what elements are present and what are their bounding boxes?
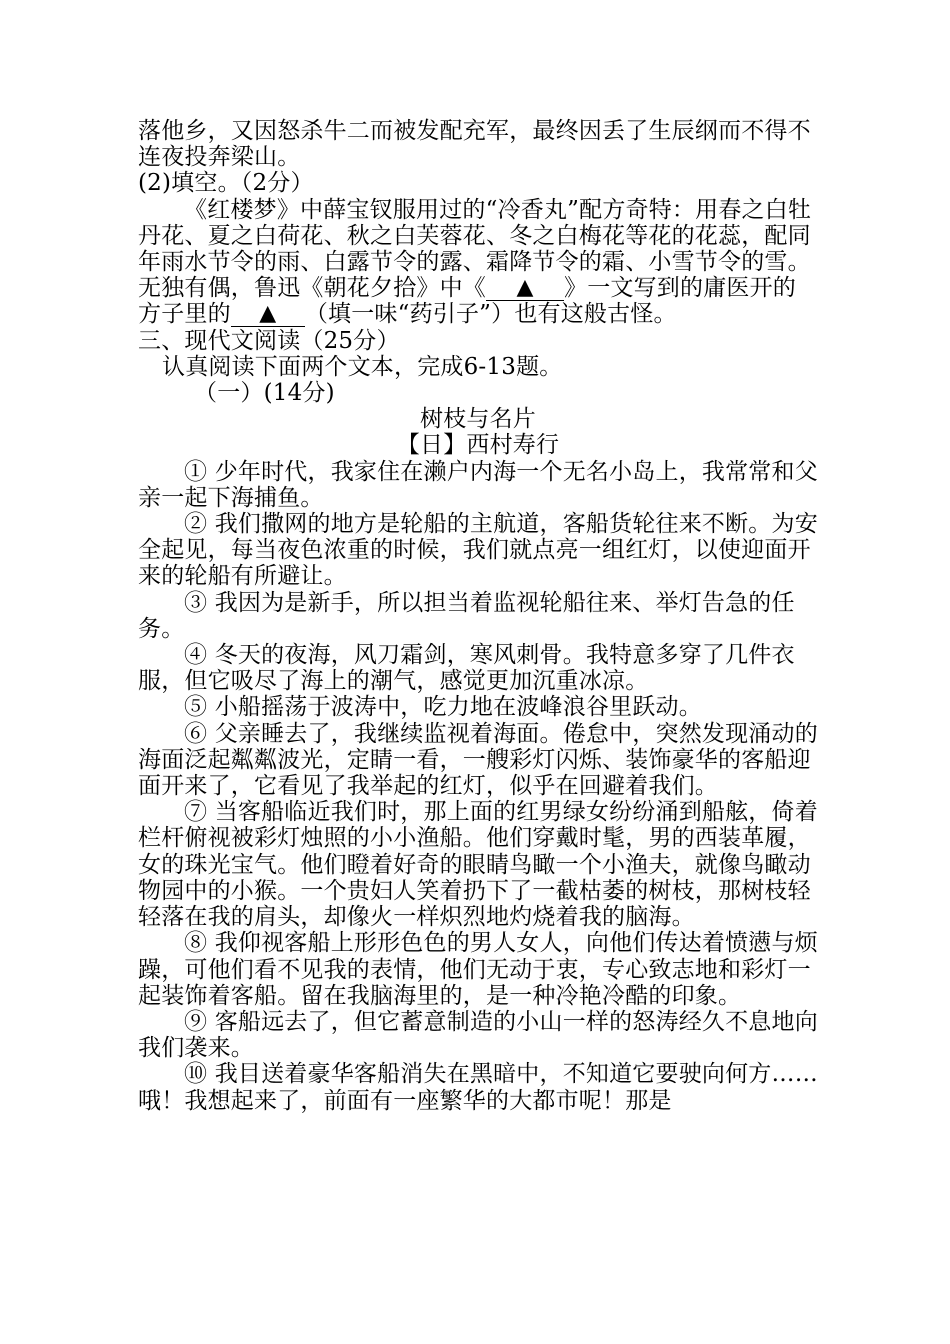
triangle-marker: ▲ — [516, 275, 534, 301]
article-paragraph: ⑨ 客船远去了，但它蓄意制造的小山一样的怒涛经久不息地向我们袭来。 — [138, 1008, 818, 1062]
fill-blank-2[interactable] — [231, 301, 305, 327]
triangle-marker: ▲ — [259, 301, 277, 327]
document-page — [138, 118, 818, 1114]
question-2-text-a: 《红楼梦》中薛宝钗服用过的“冷香丸”配方奇特：用春之白牡丹花、夏之白荷花、秋之白芙蓉花、冬之白梅花等花的花蕊，配同年雨水节令的雨、白露节令的露、霜降节令的霜、小雪节令的雪。无独有偶，鲁迅《朝花夕拾》中《 — [138, 196, 812, 302]
section-3-instruction: 认真阅读下面两个文本，完成6-13题。 — [162, 353, 563, 380]
question-2-text-c: （填一味“药引子”）也有这般古怪。 — [304, 301, 677, 328]
article-paragraph: ④ 冬天的夜海，风刀霜剑，寒风刺骨。我特意多穿了几件衣服，但它吸尽了海上的潮气，感觉更加沉重冰凉。 — [138, 642, 795, 695]
section-3-heading: 三、现代文阅读（25分） — [138, 327, 400, 354]
article-author: 【日】西村寿行 — [396, 432, 560, 459]
part-1-heading: （一）(14分) — [194, 380, 335, 407]
question-2-text-b: 》一文写到的庸医开的方子里的 — [138, 275, 796, 328]
question-2-label: (2)填空。（2分） — [138, 170, 314, 197]
article-paragraph: ⑦ 当客船临近我们时，那上面的红男绿女纷纷涌到船舷，倚着栏杆俯视被彩灯烛照的小小渔船。他们穿戴时髦，男的西装革履，女的珠光宝气。他们瞪着好奇的眼睛鸟瞰一个小渔夫，就像鸟瞰动物园中的小猴。一个贵妇人笑着扔下了一截枯萎的树枝，那树枝轻轻落在我的肩头，却像火一样炽烈地灼烧着我的脑海。 — [138, 799, 818, 931]
fill-blank-1[interactable] — [486, 275, 564, 301]
article-paragraph: ③ 我因为是新手，所以担当着监视轮船往来、举灯告急的任务。 — [138, 589, 795, 642]
question-2-text — [138, 197, 818, 328]
article-paragraph: ⑩ 我目送着豪华客船消失在黑暗中，不知道它要驶向何方……哦！我想起来了，前面有一座繁华的大都市呢！那是 — [138, 1061, 818, 1114]
article-paragraph: ② 我们撒网的地方是轮船的主航道，客船货轮往来不断。为安全起见，每当夜色浓重的时候，我们就点亮一组红灯，以使迎面开来的轮船有所避让。 — [138, 511, 818, 590]
article-paragraph: ⑤ 小船摇荡于波涛中，吃力地在波峰浪谷里跃动。 — [184, 694, 702, 721]
continuation-text: 落他乡，又因怒杀牛二而被发配充军，最终因丢了生辰纲而不得不连夜投奔梁山。 — [138, 118, 811, 171]
article-paragraph: ① 少年时代，我家住在濑户内海一个无名小岛上，我常常和父亲一起下海捕鱼。 — [138, 458, 818, 511]
article-paragraph: ⑧ 我仰视客船上形形色色的男人女人，向他们传达着愤懑与烦躁，可他们看不见我的表情，他们无动于衷，专心致志地和彩灯一起装饰着客船。留在我脑海里的，是一种冷艳冷酷的印象。 — [138, 930, 818, 1009]
article-title: 树枝与名片 — [420, 406, 536, 433]
article-paragraph: ⑥ 父亲睡去了，我继续监视着海面。倦怠中，突然发现涌动的海面泛起粼粼波光，定睛一看，一艘彩灯闪烁、装饰豪华的客船迎面开来了，它看见了我举起的红灯，似乎在回避着我们。 — [138, 720, 818, 800]
